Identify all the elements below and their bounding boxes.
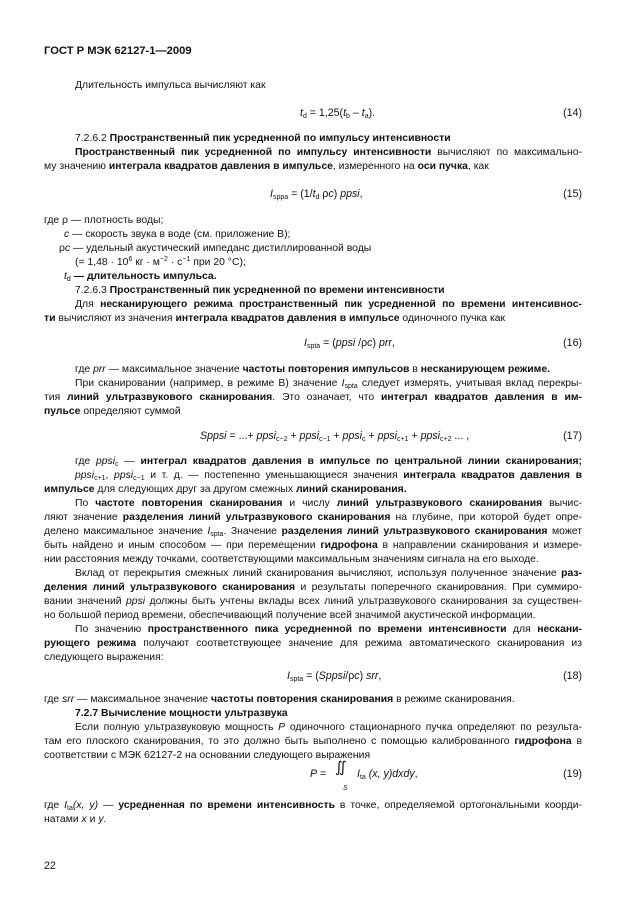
def-td: $t_d$ — длительность импульса. [64, 271, 217, 283]
equation-16-number: (16) [563, 337, 582, 349]
overlap-paragraph-line-1: Вклад от перекрытия смежных линий сканирования вычисляют, используя полученное значение раз- [75, 568, 582, 579]
srr-definition: где srr — максимальное значение частоты повторения сканирования в режиме сканирования. [44, 694, 515, 705]
def-c: c — скорость звука в воде (см. приложение В); [64, 229, 291, 240]
scan-paragraph-line-2: тия линий ультразвукового сканирования. Это означает, что интеграл квадратов давления в им- [44, 392, 582, 403]
section-727-heading: 7.2.7 Вычисление мощности ультразвука [75, 708, 288, 719]
equation-18: $I_{spta}$ = (Sppsi/ρc) srr, [287, 670, 382, 683]
double-integral-sign: ∬ [335, 759, 347, 776]
equation-17-number: (17) [563, 430, 582, 442]
power-paragraph-line-3: соответствии с МЭК 62127-2 на основании следующего выражения [44, 750, 371, 761]
section-7262-heading: 7.2.6.2 Пространственный пик усредненной по импульсу интенсивности [75, 133, 451, 144]
def-rho: где ρ — плотность воды; [44, 215, 164, 226]
frequency-paragraph-line-4: быть найдено и иным способом — при перемещении гидрофона в направлении сканирования и измере- [44, 540, 583, 551]
equation-14: $t_d = 1,25(t_b - t_a)$. [300, 107, 376, 120]
equation-17: Sppsi = ...+ ppsi$_{c-2}$ + ppsi$_{c-1}$ + ppsi$_c$ + ppsi$_{c+1}$ + ppsi$_{c+2}$ ... , [200, 430, 470, 443]
scan-paragraph-line-1: При сканировании (например, в режиме В) значение $I_{spta}$ следует измерять, учитывая вклад перекры- [75, 378, 582, 390]
ppsic-definition-line-2: ppsi$_{c+1}$, ppsi$_{c-1}$ и т. д. — постепенно уменьшающиеся значения интеграла квадратов давления в [75, 470, 582, 482]
ita-definition-line-1: где $I_{ta}(x$, y) — усредненная по времени интенсивность в точке, определяемой ортогональными коорди- [44, 800, 582, 812]
ppsic-definition-line-3: импульсе для следующих друг за другом смежных линий сканирования. [44, 484, 407, 495]
equation-18-number: (18) [563, 670, 582, 682]
equation-19-rhs: $I_{ta}$ (x, y)dxdy, [357, 768, 418, 781]
overlap-paragraph-line-4: но большой период времени, обеспечивающий получение всей значимой акустической информации. [44, 610, 536, 621]
frequency-paragraph-line-5: нии расстояния между точками, соответствующими максимальным значениям сигнала на его выходе. [44, 554, 539, 565]
section-7262-line-2: му значению интеграла квадратов давления в импульсе, измеренного на оси пучка, как [44, 161, 489, 172]
equation-19-lhs: P = [310, 768, 327, 780]
value-paragraph-line-1: По значению пространственного пика усредненной по времени интенсивности для нескани- [75, 624, 582, 635]
value-paragraph-line-2: рующего режима получают соответствующее значение для режима автоматического сканирования из [44, 638, 582, 649]
page-number: 22 [44, 860, 56, 872]
power-paragraph-line-1: Если полную ультразвуковую мощность P одиночного стационарного пучка определяют по результа- [75, 722, 582, 733]
scan-paragraph-line-3: пульсе определяют суммой [44, 406, 181, 417]
section-7263-heading: 7.2.6.3 Пространственный пик усредненной по времени интенсивности [75, 285, 445, 296]
ita-definition-line-2: натами x и y. [44, 814, 107, 825]
overlap-paragraph-line-3: вании значений ppsi должны быть учтены вклады всех линий ультразвукового сканирования за существен- [44, 596, 582, 607]
equation-19-number: (19) [563, 768, 582, 780]
equation-14-number: (14) [563, 107, 582, 119]
pulse-duration-intro: Длительность импульса вычисляют как [75, 80, 266, 91]
frequency-paragraph-line-2: ляют значение разделения линий ультразвукового сканирования на глубине, при которой будет опре- [44, 512, 582, 523]
value-paragraph-line-3: следующего выражения: [44, 652, 164, 663]
integral-domain: S [343, 785, 348, 792]
equation-15-number: (15) [563, 188, 582, 200]
def-rho-c: ρc — удельный акустический импеданс дистиллированной воды [59, 243, 372, 254]
ppsic-definition-line-1: где ppsi$_c$ — интеграл квадратов давления в импульсе по центральной линии сканирования; [75, 456, 582, 468]
frequency-paragraph-line-1: По частоте повторения сканирования и числу линий ультразвукового сканирования вычис- [75, 498, 582, 509]
section-7263-line-2: ти вычисляют из значения интеграла квадратов давления в импульсе одиночного пучка как [44, 313, 506, 324]
equation-16: $I_{spta}$ = (ppsi /ρc) prr, [304, 337, 395, 350]
overlap-paragraph-line-2: деления линий ультразвукового сканирования и результаты поперечного сканирования. При суммиро- [44, 582, 583, 593]
def-rho-c-value: (= $1,48 \cdot 10^6$ кг · $м^{-2} \cdot с^{-1}$ при 20 °С); [75, 256, 246, 268]
section-7262-line-1: Пространственный пик усредненной по импульсу интенсивности вычисляют по максимально- [75, 147, 582, 158]
frequency-paragraph-line-3: делено максимальное значение $I_{spta}$. Значение разделения линий ультразвукового сканирования может [44, 526, 582, 538]
section-7263-line-1: Для несканирующего режима пространственный пик усредненной по времени интенсивнос- [75, 299, 582, 310]
prr-definition: где prr — максимальное значение частоты повторения импульсов в несканирующем режиме. [75, 364, 551, 375]
equation-15: $I_{sppa} = (1/t_d$ ρc) ppsi, [270, 188, 363, 201]
document-header: ГОСТ Р МЭК 62127-1—2009 [44, 45, 192, 57]
power-paragraph-line-2: там его плоского сканирования, то это должно быть выполнено с помощью калиброванного гидрофона в [44, 736, 582, 747]
